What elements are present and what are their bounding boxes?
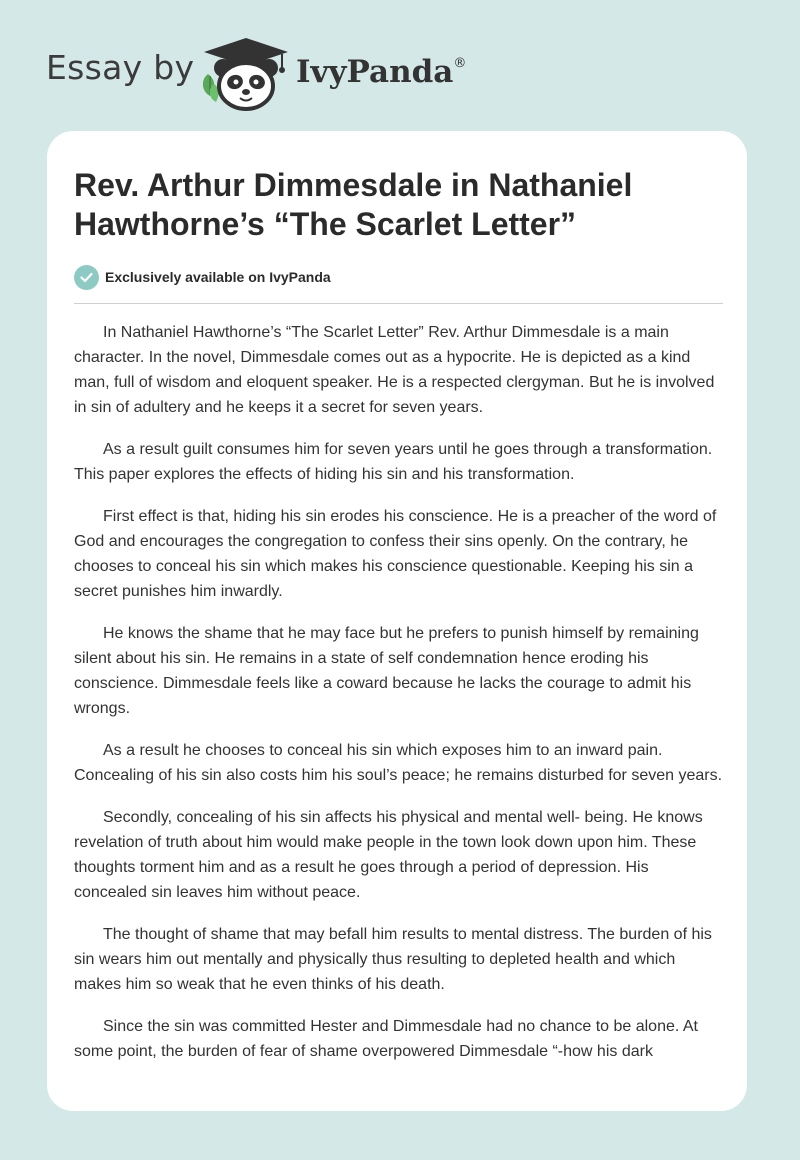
- paragraph: First effect is that, hiding his sin erodes his conscience. He is a preacher of the word of God and encourages the congregation to confess their sins openly. On the contrary, he chooses to conceal his sin which makes his conscience questionable. Keeping his sin a secret punishes him inwardly.: [74, 508, 717, 600]
- paragraph: Secondly, concealing of his sin affects his physical and mental well- being. He knows revelation of truth about him would make people in the town look down upon him. These thoughts torment him and as a result he goes through a period of depression. His concealed sin leaves him without peace.: [74, 809, 703, 901]
- paragraph: The thought of shame that may befall him results to mental distress. The burden of his sin wears him out mentally and physically thus resulting to depleted health and which makes him so weak that he even thinks of his death.: [74, 926, 712, 993]
- exclusive-badge: [74, 264, 331, 290]
- paragraph: He knows the shame that he may face but he prefers to punish himself by remaining silent about his sin. He remains in a state of self condemnation hence eroding his conscience. Dimmesdale feels like a coward because he lacks the courage to admit his wrongs.: [74, 625, 699, 717]
- brand-name[interactable]: [296, 54, 466, 90]
- essay-by-label: Essay by: [46, 48, 195, 87]
- brand-label: IvyPanda: [296, 54, 454, 90]
- site-header: [0, 0, 800, 130]
- check-icon: [74, 265, 99, 290]
- essay-card: [47, 131, 747, 1111]
- page-title: Rev. Arthur Dimmesdale in Nathaniel Hawthorne’s “The Scarlet Letter”: [74, 167, 633, 242]
- essay-body: [74, 320, 724, 1081]
- paragraph: In Nathaniel Hawthorne’s “The Scarlet Letter” Rev. Arthur Dimmesdale is a main character. In the novel, Dimmesdale comes out as a hypocrite. He is depicted as a kind man, full of wisdom and eloquent speaker. He is a respected clergyman. But he is involved in sin of adultery and he keeps it a secret for seven years.: [74, 324, 715, 416]
- paragraph: Since the sin was committed Hester and Dimmesdale had no chance to be alone. At some point, the burden of fear of shame overpowered Dimmesdale “-how his dark: [74, 1018, 698, 1060]
- divider: [74, 303, 723, 304]
- paragraph: As a result guilt consumes him for seven years until he goes through a transformation. This paper explores the effects of hiding his sin and his transformation.: [74, 441, 713, 483]
- paragraph: As a result he chooses to conceal his sin which exposes him to an inward pain. Concealing of his sin also costs him his soul’s peace; he remains disturbed for seven years.: [74, 742, 723, 784]
- panda-graduate-icon[interactable]: [198, 36, 294, 112]
- registered-mark: ®: [453, 56, 467, 71]
- exclusive-badge-label: Exclusively available on IvyPanda: [105, 269, 331, 285]
